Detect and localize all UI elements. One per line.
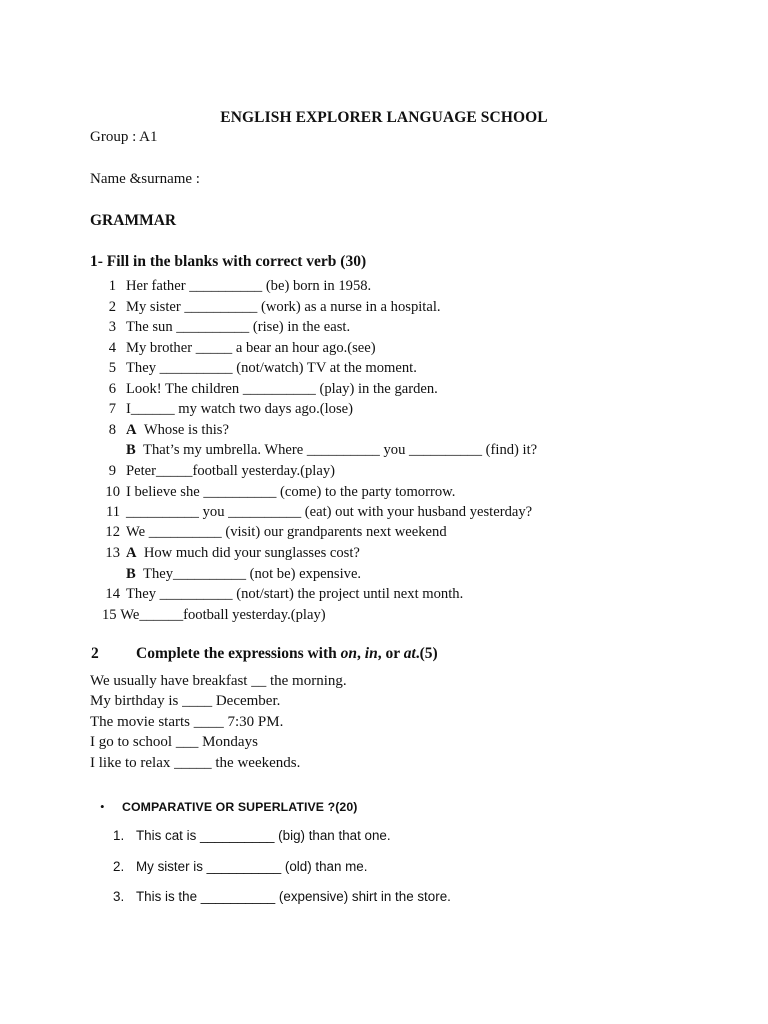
list-item: My birthday is ____ December. xyxy=(90,693,281,709)
section2-title-text: Complete the expressions with xyxy=(136,645,341,662)
item-text: Look! The children __________ (play) in the garden. xyxy=(126,381,438,397)
item-number: 1 xyxy=(108,278,116,294)
list-item xyxy=(105,504,533,521)
list-item xyxy=(108,278,372,295)
item-text: I______ my watch two days ago.(lose) xyxy=(126,401,353,417)
item-text: Her father __________ (be) born in 1958. xyxy=(126,278,372,294)
item-number: 10 xyxy=(105,484,120,500)
separator: , or xyxy=(377,645,404,662)
item-number: 5 xyxy=(108,360,116,376)
item-number: 11 xyxy=(105,504,120,520)
item-number: 13 xyxy=(105,545,120,561)
speaker-label: B xyxy=(126,566,136,582)
item-number: 14 xyxy=(105,586,120,602)
list-item: I like to relax _____ the weekends. xyxy=(90,755,301,771)
list-item xyxy=(105,586,464,603)
separator: , xyxy=(357,645,365,662)
item-text: They __________ (not/watch) TV at the moment. xyxy=(126,360,417,376)
item-number: 12 xyxy=(105,524,120,540)
list-item xyxy=(105,545,360,562)
list-item xyxy=(108,463,335,480)
word-on: on xyxy=(340,645,358,662)
item-text: We______football yesterday.(play) xyxy=(120,607,326,623)
item-number: 6 xyxy=(108,381,116,397)
item-number: 8 xyxy=(108,422,116,438)
item-number: 15 xyxy=(102,607,117,623)
item-text: This is the __________ (expensive) shirt in the store. xyxy=(136,889,451,904)
section2-points: .(5) xyxy=(415,645,438,662)
item-text: That’s my umbrella. Where __________ you __________ (find) it? xyxy=(143,442,538,458)
section1-heading: 1- Fill in the blanks with correct verb (30) xyxy=(90,253,367,270)
item-text: How much did your sunglasses cost? xyxy=(143,545,360,561)
list-item: We usually have breakfast __ the morning. xyxy=(90,673,347,689)
item-text: This cat is __________ (big) than that one. xyxy=(136,828,391,843)
list-item xyxy=(108,381,438,398)
item-text: We __________ (visit) our grandparents next weekend xyxy=(126,524,447,540)
list-item xyxy=(105,484,456,501)
item-text: Whose is this? xyxy=(143,422,229,438)
list-item xyxy=(108,401,353,418)
section2-number: 2 xyxy=(91,645,99,662)
list-item xyxy=(108,299,441,316)
item-number: 4 xyxy=(108,340,116,356)
section2-title xyxy=(136,645,438,663)
item-number: 9 xyxy=(108,463,116,479)
list-item xyxy=(0,859,768,877)
item-text: They__________ (not be) expensive. xyxy=(143,566,362,582)
list-item xyxy=(108,319,351,336)
item-text: Peter_____football yesterday.(play) xyxy=(126,463,335,479)
list-item xyxy=(126,442,537,459)
item-number: 2. xyxy=(113,859,125,874)
list-item: The movie starts ____ 7:30 PM. xyxy=(90,714,284,730)
group-label: Group : A1 xyxy=(90,129,158,145)
item-number: 3 xyxy=(108,319,116,335)
item-text: My sister is __________ (old) than me. xyxy=(136,859,368,874)
item-text: I believe she __________ (come) to the party tomorrow. xyxy=(126,484,456,500)
item-text: My sister __________ (work) as a nurse in a hospital. xyxy=(126,299,441,315)
list-item xyxy=(108,422,229,439)
bullet-icon: • xyxy=(100,799,105,814)
item-text: They __________ (not/start) the project until next month. xyxy=(126,586,464,602)
list-item: I go to school ___ Mondays xyxy=(90,734,258,750)
word-in: in xyxy=(364,645,378,662)
item-number: 7 xyxy=(108,401,116,417)
speaker-label: A xyxy=(126,422,137,438)
word-at: at xyxy=(403,645,416,662)
school-title: ENGLISH EXPLORER LANGUAGE SCHOOL xyxy=(220,109,548,126)
speaker-label: B xyxy=(126,442,136,458)
item-number: 2 xyxy=(108,299,116,315)
name-surname-label: Name &surname : xyxy=(90,171,200,187)
item-text: __________ you __________ (eat) out with your husband yesterday? xyxy=(126,504,533,520)
list-item xyxy=(0,889,768,907)
list-item xyxy=(105,524,447,541)
item-text: The sun __________ (rise) in the east. xyxy=(126,319,351,335)
item-text: My brother _____ a bear an hour ago.(see) xyxy=(126,340,376,356)
section3-heading: COMPARATIVE OR SUPERLATIVE ?(20) xyxy=(122,800,358,814)
list-item xyxy=(102,607,326,624)
grammar-heading: GRAMMAR xyxy=(90,212,177,229)
item-number: 1. xyxy=(113,828,125,843)
list-item xyxy=(0,828,768,846)
list-item xyxy=(126,566,361,583)
list-item xyxy=(108,360,417,377)
list-item xyxy=(108,340,376,357)
item-number: 3. xyxy=(113,889,125,904)
speaker-label: A xyxy=(126,545,137,561)
